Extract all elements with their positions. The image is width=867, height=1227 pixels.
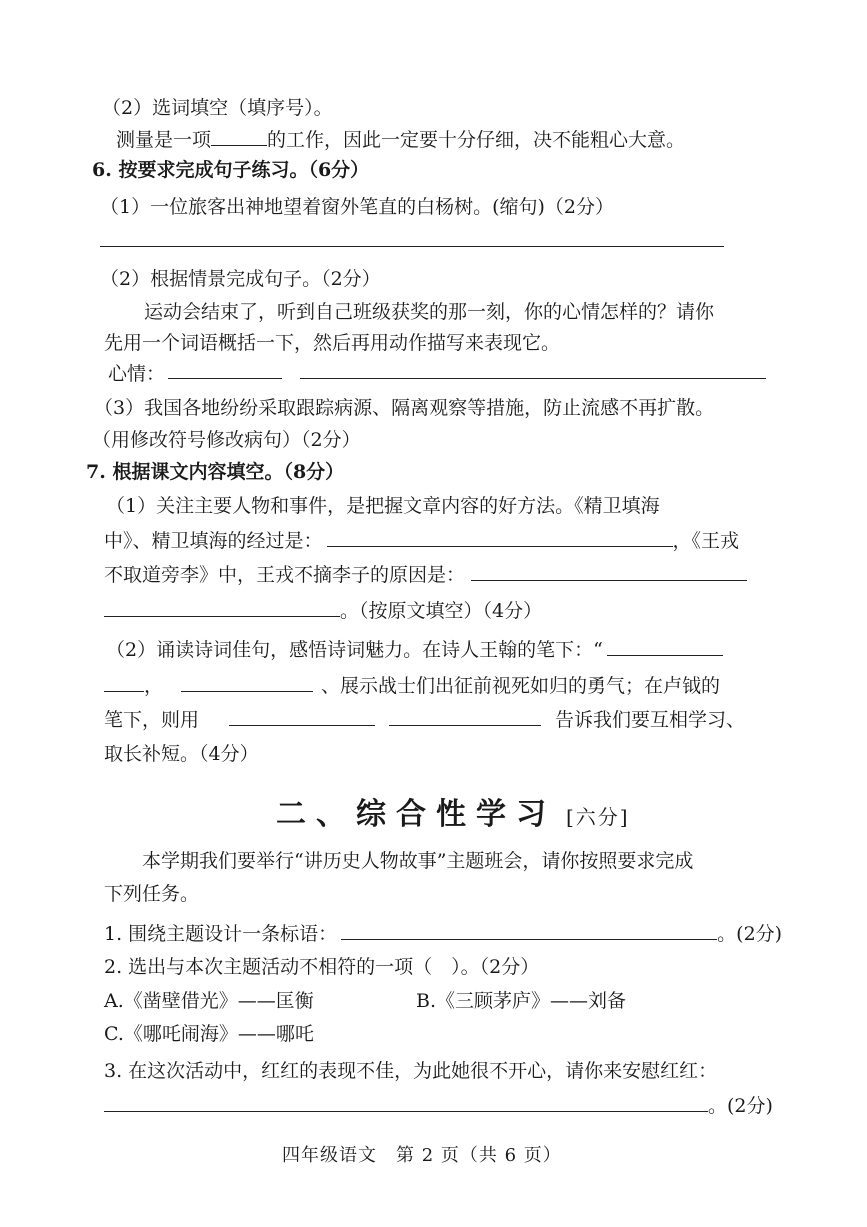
q7-sub2-text-d: 笔下，则用	[104, 709, 200, 731]
q6-sub2-line2: 先用一个词语概括一下，然后再用动作描写来表现它。	[104, 332, 561, 354]
q7-poem-blank-4[interactable]	[389, 709, 541, 726]
q7-jingwei-blank[interactable]	[327, 530, 673, 547]
section2-score: [六分]	[566, 805, 630, 829]
section2-item2: 2. 选出与本次主题活动不相符的一项（ ）。（2分）	[104, 956, 540, 978]
option-b: B.《三顾茅庐》——刘备	[416, 990, 627, 1012]
q7-title: 7. 根据课文内容填空。（8分）	[86, 461, 345, 483]
q6-sub1: （1）一位旅客出神地望着窗外笔直的白杨树。(缩句)（2分）	[100, 196, 615, 218]
section2-item3: 3. 在这次活动中，红红的表现不佳，为此她很不开心，请你来安慰红红：	[104, 1060, 718, 1082]
section2-item3-score: 。(2分)	[708, 1095, 773, 1117]
q7-poem-blank-2[interactable]	[181, 675, 313, 692]
q6-sub2-line1: 运动会结束了，听到自己班级获奖的那一刻，你的心情怎样的？请你	[144, 301, 715, 323]
q7-poem-blank-1[interactable]	[607, 639, 723, 656]
section2-item1-score: 。(2分)	[717, 923, 783, 945]
q7-sub1-line2	[104, 529, 739, 553]
q7-wangrong-blank[interactable]	[471, 564, 747, 581]
section2-item1	[104, 922, 782, 946]
q7-sub2-line1	[106, 638, 723, 662]
section2-heading	[276, 789, 630, 833]
q7-sub1-text-c: 不取道旁李》中，王戎不摘李子的原因是：	[104, 564, 466, 586]
q6-sub1-answer-line[interactable]	[100, 246, 724, 247]
q7-sub2-text-b: ，	[144, 675, 164, 697]
section2-item1-text: 1. 围绕主题设计一条标语：	[104, 923, 338, 945]
q7-sub1-text-a: 中》、精卫填海的经过是：	[104, 530, 323, 552]
q7-sub1-text-b: ，《王戎	[672, 530, 740, 552]
comfort-blank[interactable]	[104, 1095, 708, 1112]
section2-intro-line1: 本学期我们要举行“讲历史人物故事”主题班会，请你按照要求完成	[142, 850, 694, 872]
q7-poem-blank-3[interactable]	[229, 709, 375, 726]
q7-sub2-text-e: 告诉我们要互相学习、	[555, 709, 746, 731]
q6-title: 6. 按要求完成句子练习。（6分）	[92, 159, 370, 181]
q6-mood-blank[interactable]	[168, 378, 282, 379]
q6-sub2-title: （2）根据情景完成句子。（2分）	[100, 268, 381, 290]
q5-sub2-sentence	[116, 128, 685, 152]
q7-sub2-line4: 取长补短。（4分）	[104, 743, 259, 765]
q7-sub1-text-d: 。（按原文填空）（4分）	[340, 600, 543, 622]
q7-sub1-line3	[104, 563, 747, 587]
q7-sub2-line2	[104, 674, 720, 698]
q6-sub3-line1: （3）我国各地纷纷采取跟踪病源、隔离观察等措施，防止流感不再扩散。	[94, 397, 715, 419]
q7-sub2-text-c: 、展示战士们出征前视死如归的勇气；在卢钺的	[321, 675, 721, 697]
option-c: C.《哪吒闹海》——哪吒	[104, 1023, 314, 1045]
slogan-blank[interactable]	[341, 923, 717, 940]
section2-title: 二、综合性学习	[276, 797, 556, 832]
option-a: A.《凿壁借光》——匡衡	[104, 990, 314, 1012]
q6-action-blank[interactable]	[300, 378, 766, 379]
q5-blank[interactable]	[211, 129, 267, 146]
q5-sub2-text-b: 的工作，因此一定要十分仔细，决不能粗心大意。	[267, 129, 686, 151]
section2-item3-answer	[104, 1094, 773, 1118]
q7-wangrong-blank-cont[interactable]	[104, 600, 340, 617]
q7-sub2-line3	[104, 708, 745, 732]
section2-intro-line2: 下列任务。	[104, 883, 200, 905]
q5-sub2-text-a: 测量是一项	[116, 129, 212, 151]
q7-sub1-line4	[104, 599, 542, 623]
q6-sub2-mood-label: 心情：	[108, 363, 166, 385]
q7-sub1-line1: （1）关注主要人物和事件，是把握文章内容的好方法。《精卫填海	[106, 495, 660, 517]
page-footer: 四年级语文 第 2 页（共 6 页）	[282, 1145, 562, 1166]
q7-sub2-text-a: （2）诵读诗词佳句，感悟诗词魅力。在诗人王翰的笔下：“	[106, 639, 603, 661]
q5-sub2-title: （2）选词填空（填序号）。	[102, 97, 333, 119]
q6-sub3-line2: （用修改符号修改病句）（2分）	[92, 429, 361, 451]
q7-poem-blank-1-cont[interactable]	[104, 675, 144, 692]
